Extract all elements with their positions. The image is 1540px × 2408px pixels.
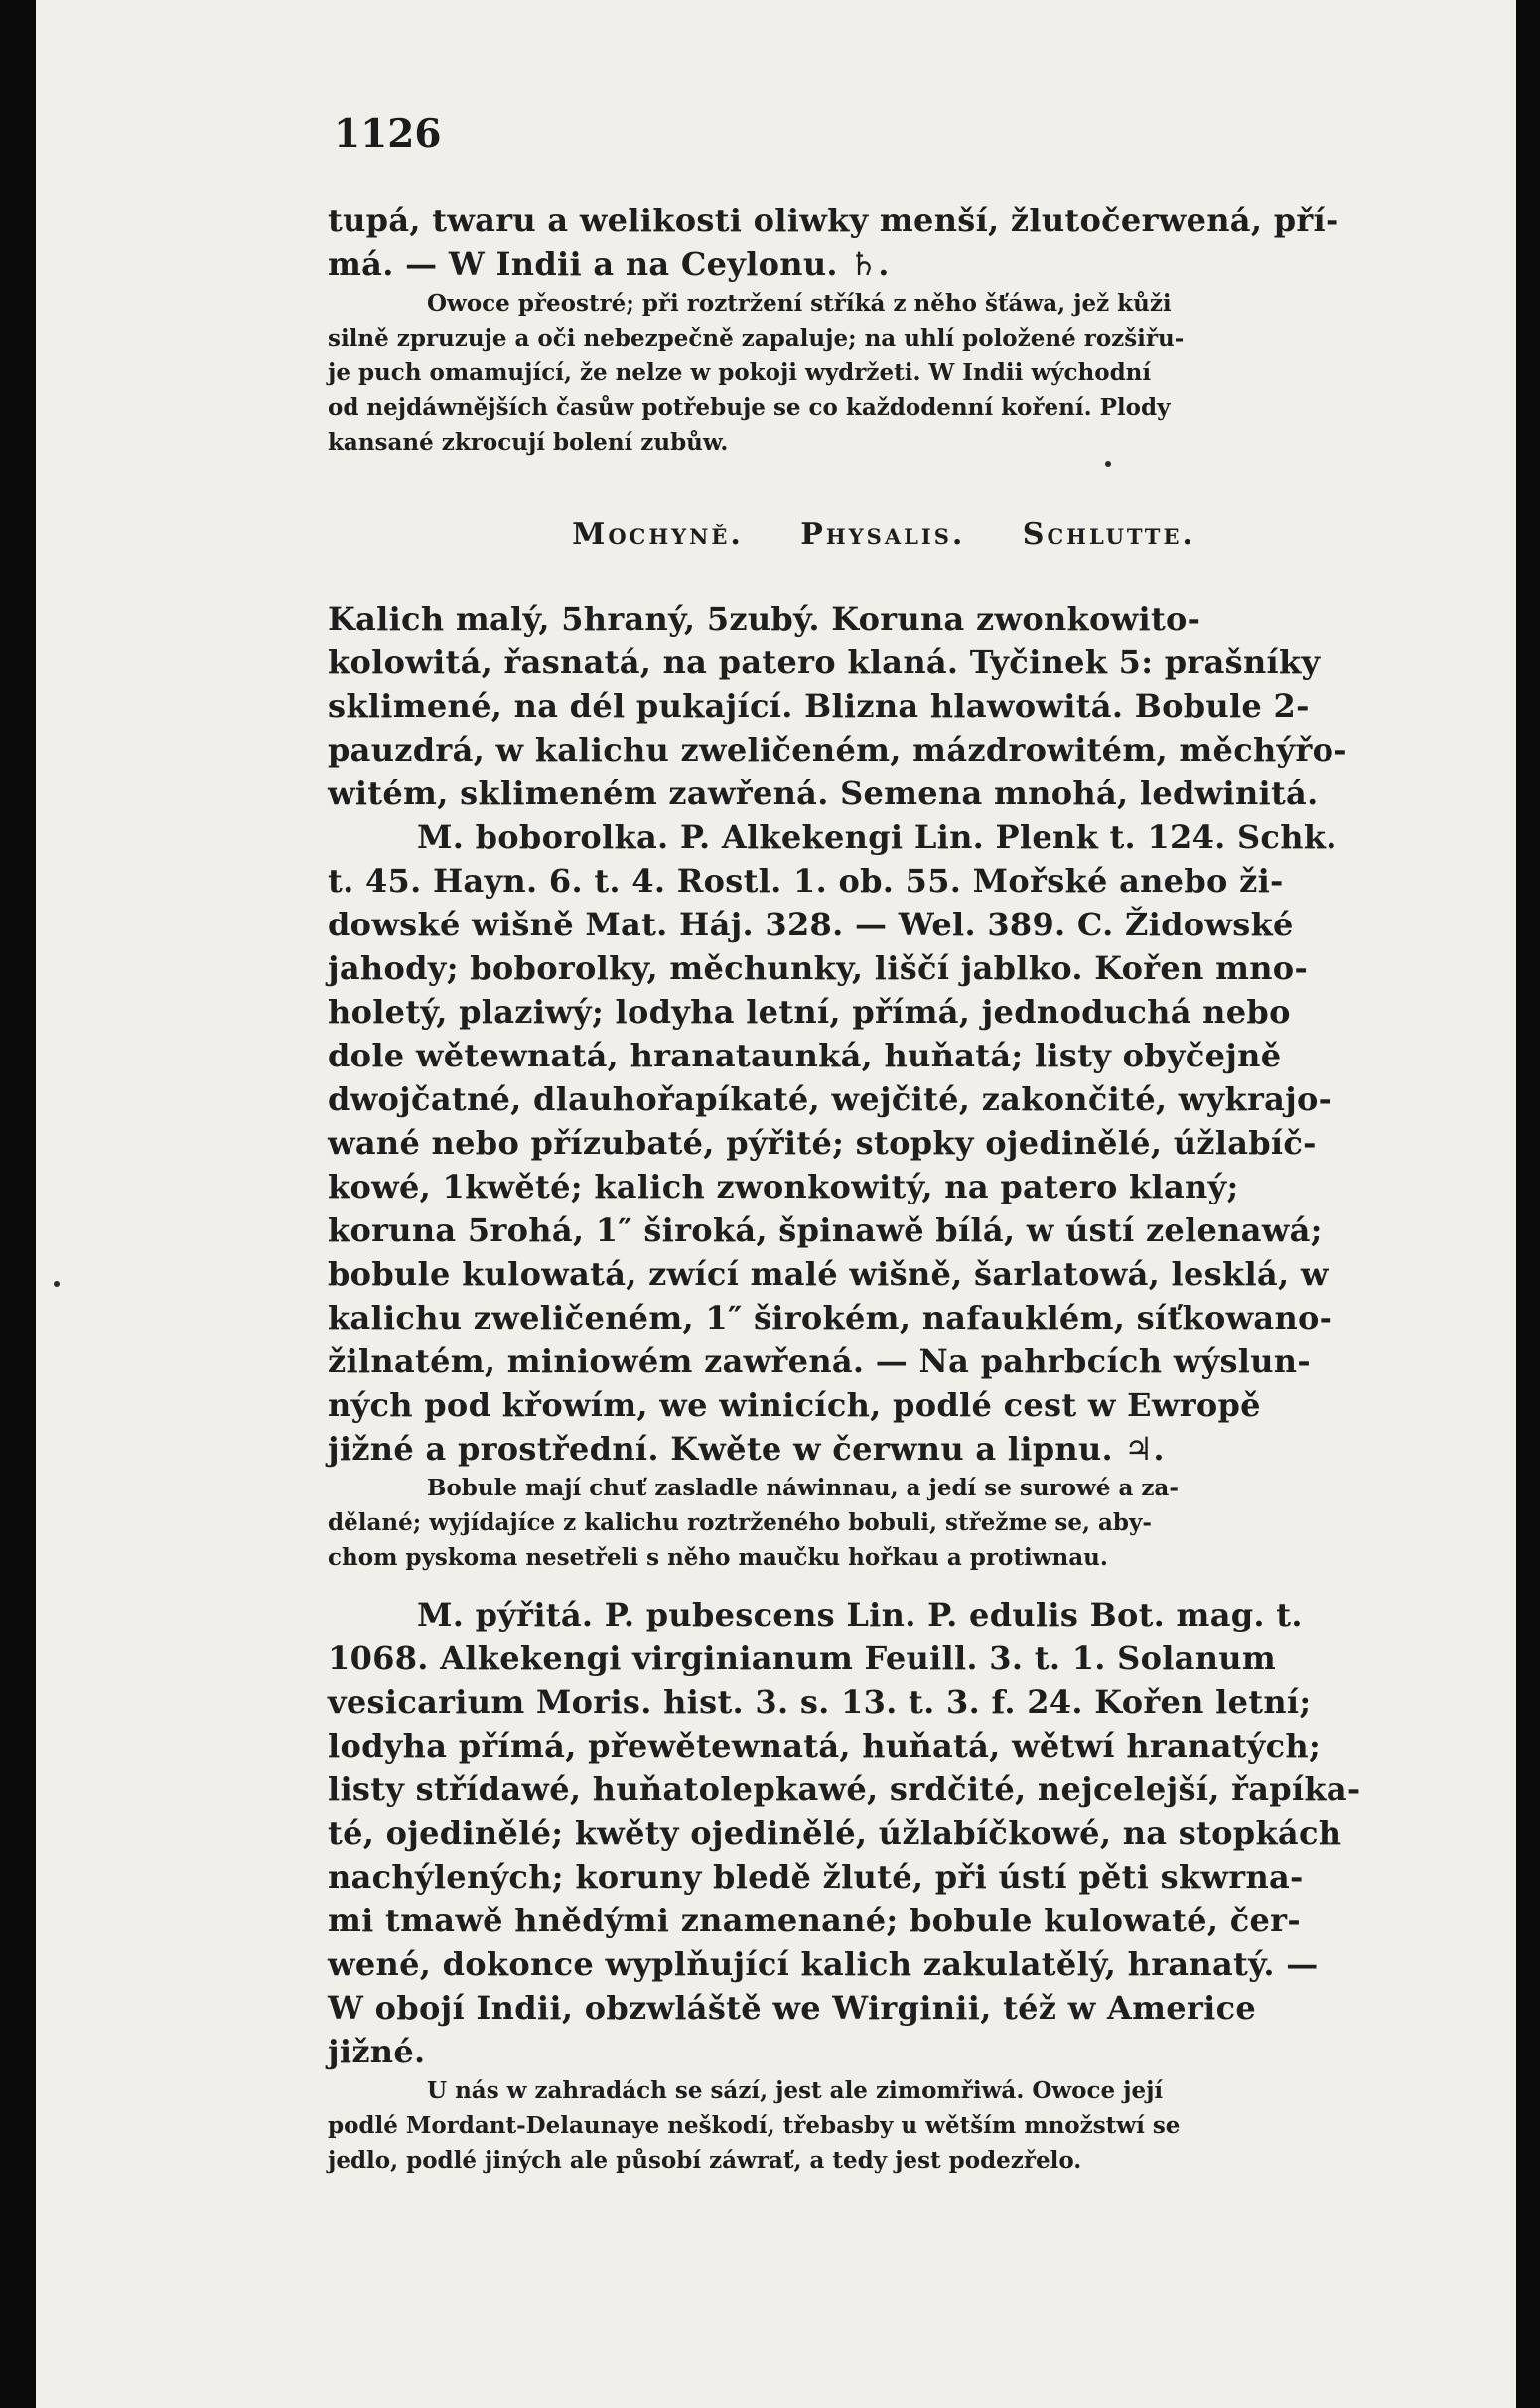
text-line: kowé, 1kwěté; kalich zwonkowitý, na patero klaný; — [328, 1168, 1239, 1205]
note-line: Owoce přeostré; při roztržení stříká z něho šťáwa, jež kůži — [427, 290, 1172, 317]
text-line: 1068. Alkekengi virginianum Feuill. 3. t. 1. Solanum — [328, 1639, 1276, 1677]
text-line: jižné. — [328, 2033, 426, 2070]
text-line: vesicarium Moris. hist. 3. s. 13. t. 3. f. 24. Kořen letní; — [328, 1683, 1312, 1721]
text-line: lodyha přímá, přewětewnatá, huňatá, wětwí hranatých; — [328, 1727, 1322, 1765]
text-line: sklimené, na dél pukající. Blizna hlawowitá. Bobule 2- — [328, 687, 1310, 725]
genus-czech-name: Mochyně. — [572, 517, 744, 552]
text-line: té, ojedinělé; kwěty ojedinělé, úžlabíčkowé, na stopkách — [328, 1814, 1342, 1852]
text-line: tupá, twaru a welikosti oliwky menší, žlutočerwená, pří- — [328, 202, 1339, 239]
text-line: koruna 5rohá, 1″ široká, špinawě bílá, w ústí zelenawá; — [328, 1211, 1323, 1249]
text-line: dwojčatné, dlauhořapíkaté, wejčité, zakončité, wykrajo- — [328, 1080, 1332, 1118]
genus-description — [328, 597, 1440, 1471]
ink-speck — [54, 1281, 60, 1287]
species-2-note — [328, 2073, 1440, 2178]
top-paragraph — [328, 199, 1440, 286]
note-line: od nejdáwnějších časůw potřebuje se co každodenní koření. Plody — [328, 394, 1171, 421]
text-line: má. — W Indii a na Ceylonu. ♄. — [328, 245, 890, 283]
text-line: wené, dokonce wyplňující kalich zakulatělý, hranatý. — — [328, 1945, 1319, 1983]
note-line: podlé Mordant-Delaunaye neškodí, třebasby u wětším množstwí se — [328, 2112, 1181, 2139]
text-line: nachýlených; koruny bledě žluté, při ústí pěti skwrna- — [328, 1858, 1304, 1896]
note-line: kansané zkrocují bolení zubůw. — [328, 429, 729, 456]
text-line: W obojí Indii, obzwláště we Wirginii, též w Americe — [328, 1989, 1257, 2027]
book-page — [36, 0, 1516, 2408]
genus-heading — [328, 509, 1440, 561]
text-line: jahody; boborolky, měchunky, liščí jablko. Kořen mno- — [328, 949, 1309, 987]
note-line: jedlo, podlé jiných ale působí záwrať, a tedy jest podezřelo. — [328, 2147, 1082, 2174]
top-note — [328, 286, 1440, 460]
note-line: U nás w zahradách se sází, jest ale zimomřiwá. Owoce její — [427, 2077, 1164, 2104]
text-line: bobule kulowatá, zwící malé wišně, šarlatowá, lesklá, w — [328, 1255, 1329, 1293]
genus-latin-name: Physalis. — [800, 517, 966, 552]
note-line: chom pyskoma nesetřeli s něho maučku hořkau a protiwnau. — [328, 1544, 1108, 1571]
text-line: mi tmawě hnědými znamenané; bobule kulowaté, čer- — [328, 1902, 1301, 1939]
text-line: witém, sklimeném zawřená. Semena mnohá, ledwinitá. — [328, 775, 1319, 812]
text-line: pauzdrá, w kalichu zweličeném, mázdrowitém, měchýřo- — [328, 731, 1347, 769]
text-line: kalichu zweličeném, 1″ širokém, nafauklém, síťkowano- — [328, 1299, 1333, 1337]
note-line: dělané; wyjídajíce z kalichu roztrženého bobuli, střežme se, aby- — [328, 1509, 1152, 1536]
text-line: jižné a prostřední. Kwěte w čerwnu a lipnu. ♃. — [328, 1430, 1165, 1468]
text-line: M. boborolka. P. Alkekengi Lin. Plenk t. 124. Schk. — [417, 818, 1337, 856]
text-line: žilnatém, miniowém zawřená. — Na pahrbcích wýslun- — [328, 1343, 1311, 1380]
text-line: listy střídawé, huňatolepkawé, srdčité, nejcelejší, řapíka- — [328, 1771, 1361, 1808]
text-line: dole wětewnatá, hranataunká, huňatá; listy obyčejně — [328, 1037, 1282, 1074]
text-line: kolowitá, řasnatá, na patero klaná. Tyčinek 5: prašníky — [328, 643, 1321, 681]
species-1-note — [328, 1471, 1440, 1575]
genus-author: Schlutte. — [1022, 517, 1195, 552]
text-line: Kalich malý, 5hraný, 5zubý. Koruna zwonkowito- — [328, 600, 1201, 637]
text-line: ných pod křowím, we winicích, podlé cest w Ewropě — [328, 1386, 1261, 1424]
species-2 — [328, 1593, 1440, 2073]
text-line: M. pýřitá. P. pubescens Lin. P. edulis Bot. mag. t. — [417, 1596, 1303, 1633]
text-line: holetý, plaziwý; lodyha letní, přímá, jednoduchá nebo — [328, 993, 1291, 1031]
note-line: Bobule mají chuť zasladle náwinnau, a jedí se surowé a za- — [427, 1475, 1179, 1501]
text-line: dowské wišně Mat. Háj. 328. — Wel. 389. C. Židowské — [328, 906, 1294, 943]
text-line: wané nebo přízubaté, pýřité; stopky ojedinělé, úžlabíč- — [328, 1124, 1317, 1162]
note-line: silně zpruzuje a oči nebezpečně zapaluje; na uhlí položené rozšiřu- — [328, 325, 1185, 352]
text-line: t. 45. Hayn. 6. t. 4. Rostl. 1. ob. 55. Mořské anebo ži- — [328, 862, 1284, 900]
page-body — [328, 199, 1440, 2178]
note-line: je puch omamující, že nelze w pokoji wydržeti. W Indii wýchodní — [328, 359, 1152, 386]
page-number: 1126 — [334, 111, 442, 157]
